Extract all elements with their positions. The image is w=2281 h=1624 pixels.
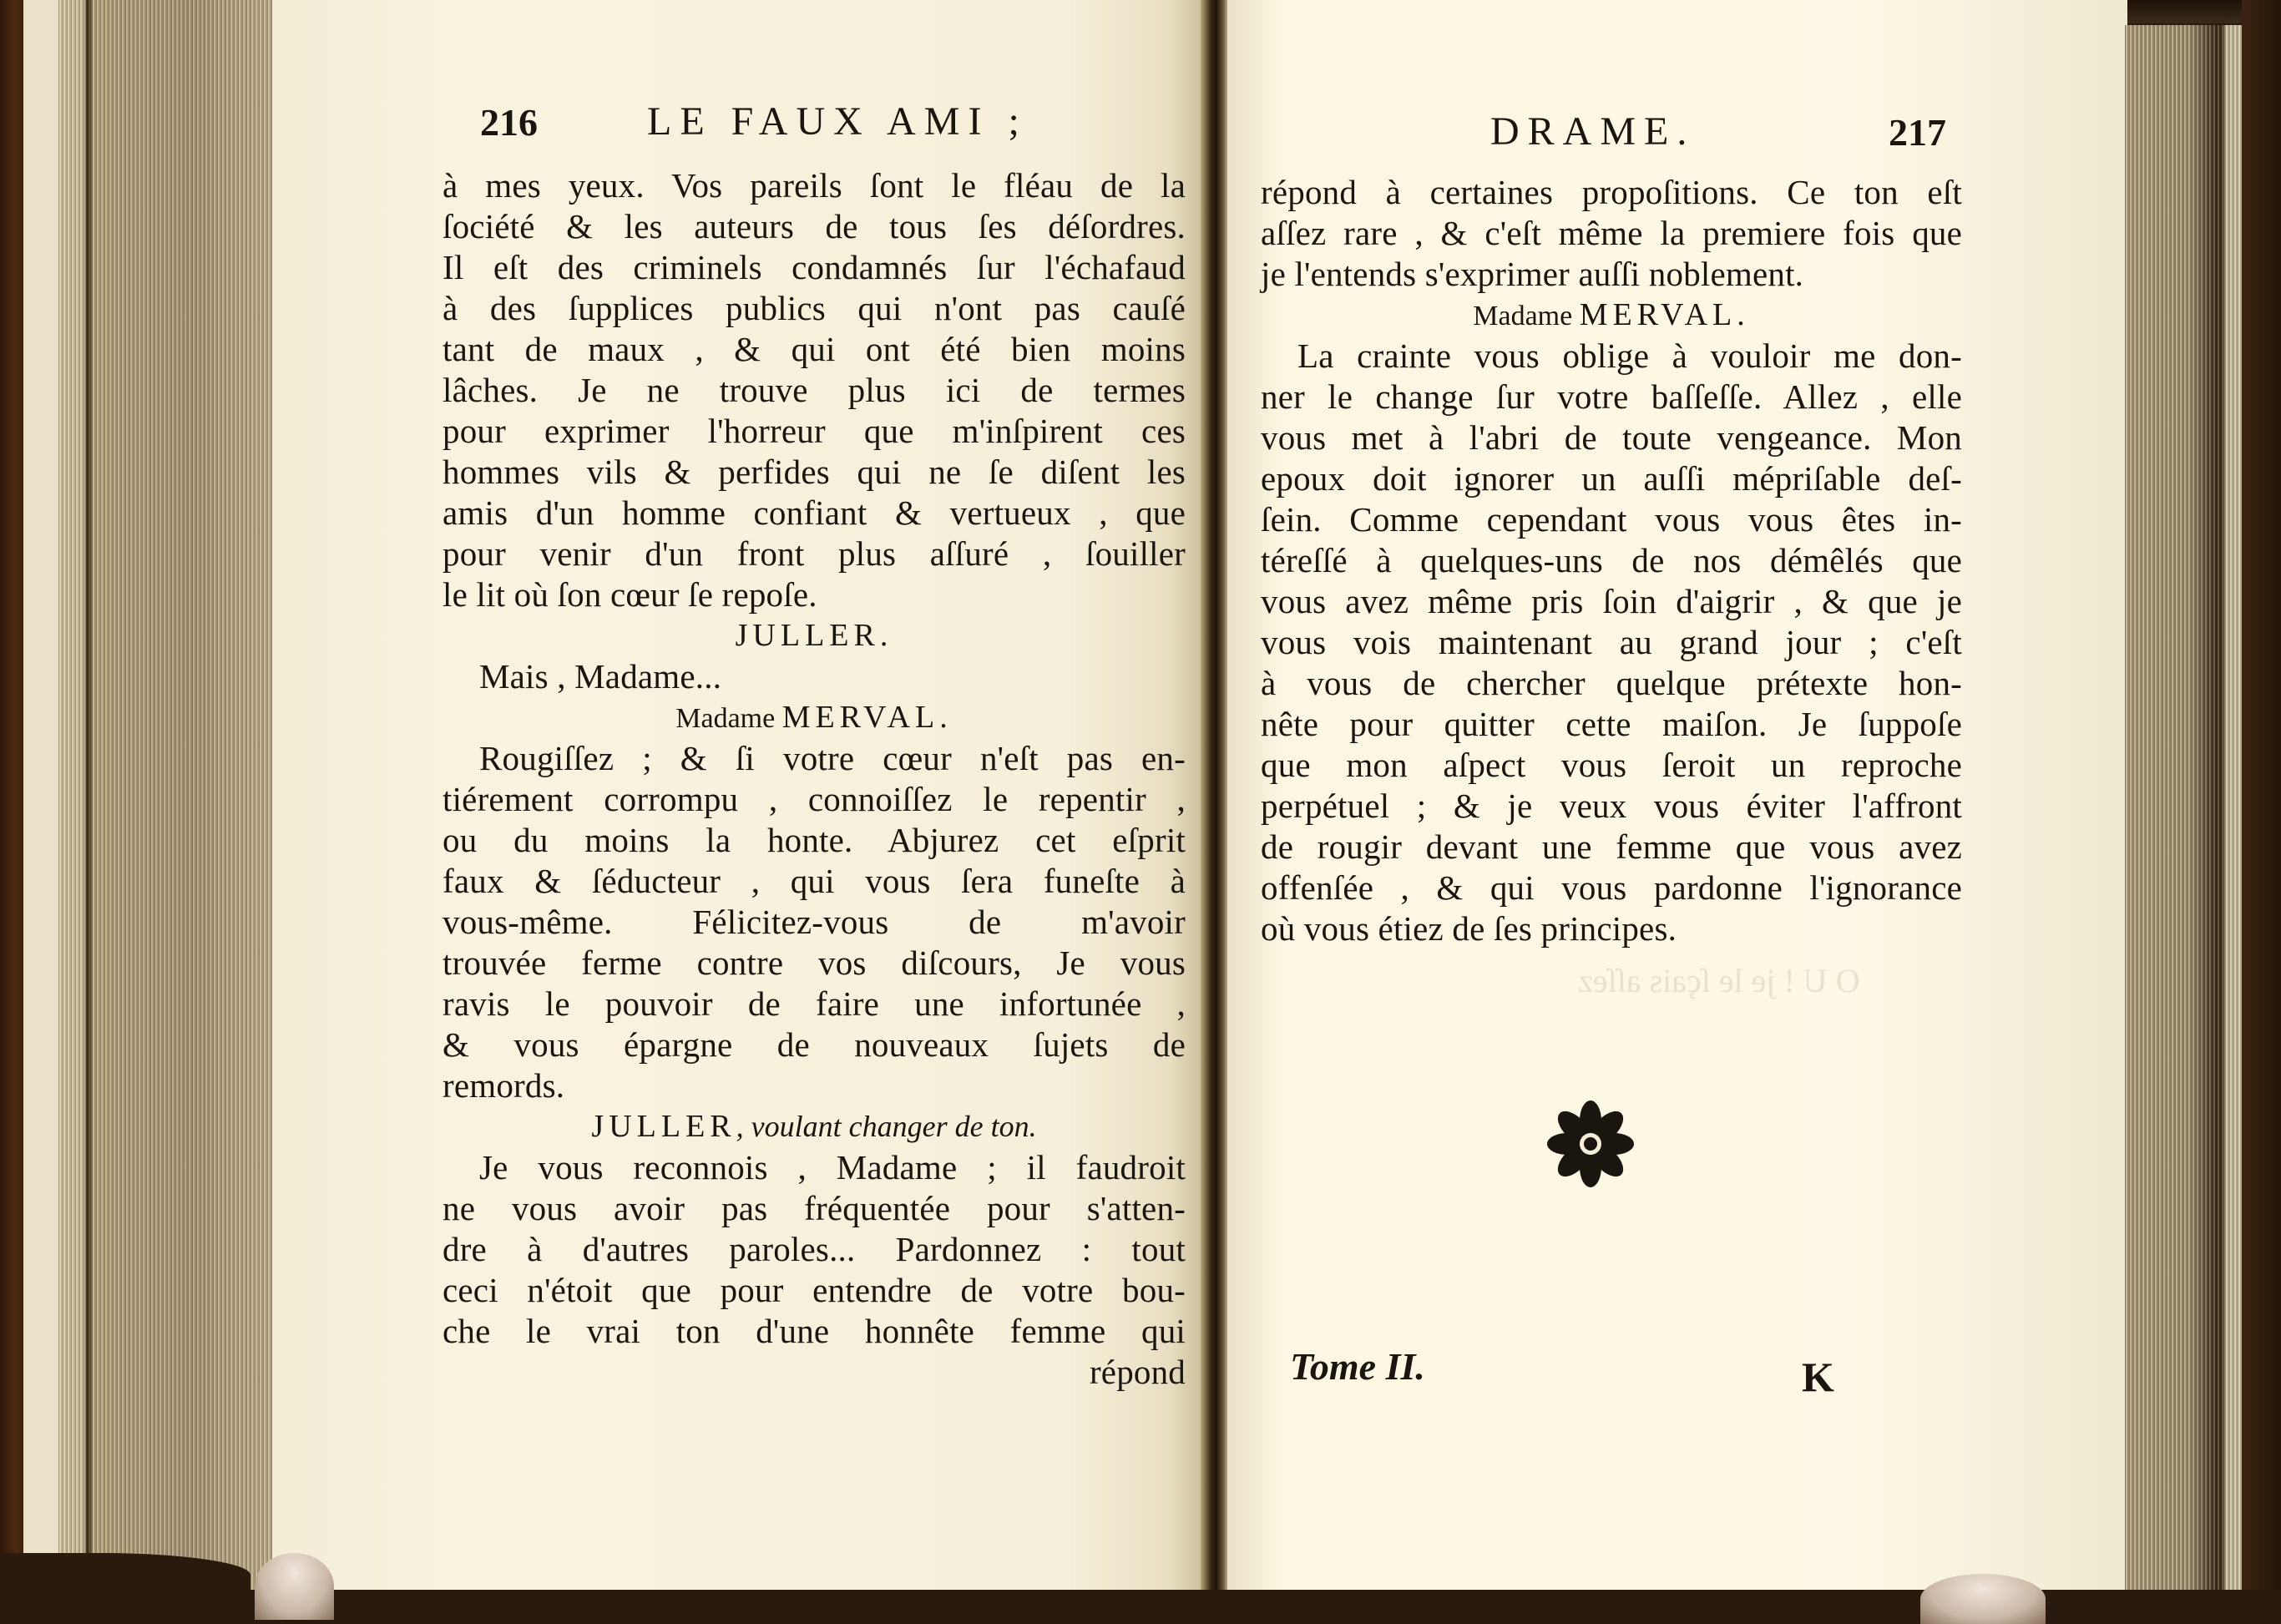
text-line: ceci n'étoit que pour entendre de votre bou- [443,1271,1186,1309]
right-running-head: DRAME. [1490,109,1696,154]
text-line: tiérement corrompu , connoiſſez le repentir , [443,780,1186,818]
text-line: lâches. Je ne trouve plus ici de termes [443,371,1186,409]
text-line: trouvée ferme contre vos diſcours, Je vous [443,944,1186,982]
book-gutter [1201,0,1229,1590]
text-line: où vous étiez de ſes principes. [1261,909,1677,948]
text-line: que mon aſpect vous ſeroit un reproche [1261,746,1962,784]
text-line: remords. [443,1066,565,1105]
speaker-name: MERVAL. [781,700,953,735]
text-line: epoux doit ignorer un auſſi mépriſable deſ- [1261,459,1962,498]
text-line: ner le change ſur votre baſſeſſe. Allez , elle [1261,377,1962,416]
text-line: tant de maux , & qui ont été bien moins [443,330,1186,368]
speaker-name: JULLER. [735,618,893,653]
text-line: amis d'un homme confiant & vertueux , que [443,493,1186,532]
speaker-name: JULLER [591,1109,736,1144]
page-edges-right [2125,25,2242,1590]
speaker-title: Madame [675,703,782,734]
signature-mark: K [1802,1353,1834,1400]
text-line: je l'entends s'exprimer auſſi noblement. [1261,255,1804,293]
speaker-heading [443,697,1186,739]
speaker-heading [1261,295,1962,336]
text-line: Rougiſſez ; & ſi votre cœur n'eſt pas en- [479,739,1186,777]
text-line: & vous épargne de nouveaux ſujets de [443,1025,1186,1064]
text-line: hommes vils & perfides qui ne ſe diſent les [443,453,1186,491]
text-line: ſein. Comme cependant vous vous êtes in- [1261,500,1962,539]
thumb-right [1920,1574,2046,1624]
speaker-heading [443,615,1186,655]
text-line: Je vous reconnois , Madame ; il faudroit [479,1148,1186,1186]
text-line: vous avez même pris ſoin d'aigrir , & que je [1261,582,1962,620]
text-line: vous vois maintenant au grand jour ; c'eſt [1261,623,1962,661]
text-line: ou du moins la honte. Abjurez cet eſprit [443,821,1186,859]
text-line: La crainte vous oblige à vouloir me don- [1297,336,1962,375]
text-line: le lit où ſon cœur ſe repoſe. [443,575,817,614]
stage-direction: , voulant changer de ton. [736,1110,1037,1143]
text-line: Il eſt des criminels condamnés ſur l'échafaud [443,248,1186,286]
text-line: dre à d'autres paroles... Pardonnez : tout [443,1230,1186,1268]
text-line: vous-même. Félicitez-vous de m'avoir [443,903,1186,941]
text-line: offenſée , & qui vous pardonne l'ignorance [1261,868,1962,907]
right-page-number: 217 [1889,111,1946,154]
book-cover-left [0,0,25,1590]
text-line: faux & ſéducteur , qui vous ſera funeſte à [443,862,1186,900]
text-line: vous met à l'abri de toute vengeance. Mon [1261,418,1962,457]
text-line: aſſez rare , & c'eſt même la premiere fois que [1261,214,1962,252]
right-page-text [1261,172,1962,974]
text-line: ravis le pouvoir de faire une infortunée , [443,984,1186,1023]
text-line: Mais , Madame... [479,657,722,696]
text-line: répond à certaines propoſitions. Ce ton eſt [1261,173,1962,211]
text-line: pour venir d'un front plus aſſuré , ſouiller [443,534,1186,573]
speaker-name: MERVAL. [1579,297,1750,332]
speaker-heading [443,1106,1186,1146]
left-page-text [443,165,1186,1401]
catchword: répond [1089,1353,1186,1391]
left-running-head: LE FAUX AMI ; [647,99,1028,144]
speaker-title: Madame [1473,301,1580,331]
text-line: ſociété & les auteurs de tous ſes déſordres. [443,207,1186,245]
text-line: pour exprimer l'horreur que m'inſpirent ces [443,412,1186,450]
left-page-number: 216 [480,101,538,144]
text-line: che le vrai ton d'une honnête femme qui [443,1312,1186,1350]
fleuron-icon [1545,1098,1636,1190]
text-line: à des ſupplices publics qui n'ont pas cauſé [443,289,1186,327]
text-line: perpétuel ; & je veux vous éviter l'affront [1261,787,1962,825]
text-line: à mes yeux. Vos pareils ſont le fléau de la [443,166,1186,205]
book-cover-right [2242,0,2281,1590]
text-line: à vous de chercher quelque prétexte hon- [1261,664,1962,702]
endpaper-left [23,0,61,1590]
text-line: nête pour quitter cette maiſon. Je ſuppoſe [1261,705,1962,743]
show-through-text: O U ! je le ſçais aſſez [1578,962,1860,999]
volume-footer: Tome II. [1290,1345,1425,1388]
text-line: téreſſé à quelques-uns de nos démêlés que [1261,541,1962,579]
text-line: ne vous avoir pas fréquentée pour s'atten- [443,1189,1186,1227]
page-edges-left [58,0,274,1590]
thumb-left [255,1553,334,1620]
text-line: de rougir devant une femme que vous avez [1261,827,1962,866]
